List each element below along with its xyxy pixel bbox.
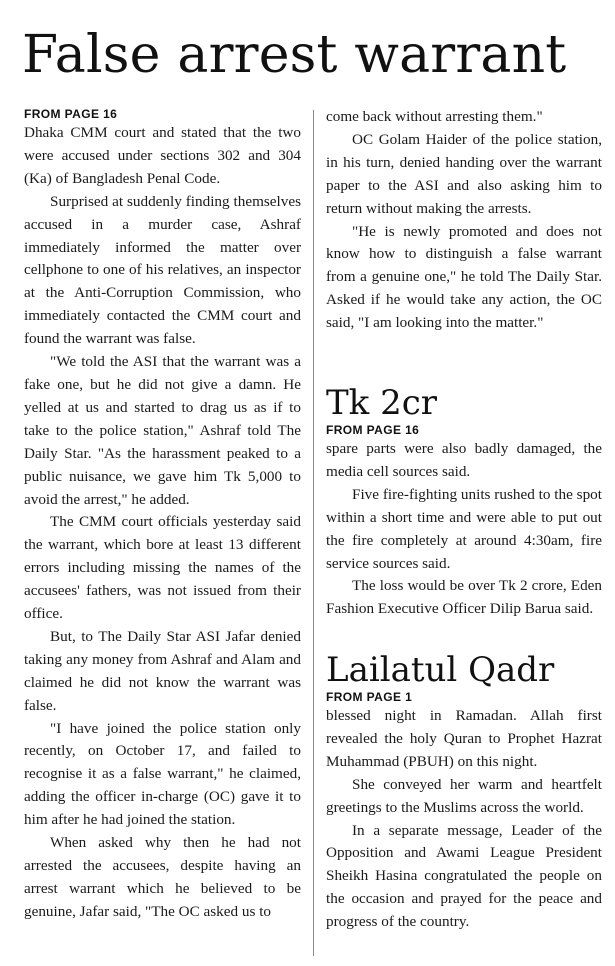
tk-2cr-title: Tk 2cr xyxy=(326,383,438,423)
tk-2cr-paragraph: spare parts were also badly damaged, the media cell sources said. xyxy=(326,440,602,480)
lailatul-qadr-paragraph: She conveyed her warm and heartfelt greetings to the Muslims across the world. xyxy=(326,775,602,816)
main-story-column-right xyxy=(326,106,602,335)
main-story-paragraph: Surprised at suddenly finding themselves accused in a murder case, Ashraf immediately informed the matter over cellphone to one of his relatives, an inspector at the Anti-Corruption Commission, who immediately contacted the CMM court and found the warrant was false. xyxy=(24,192,301,348)
tk-2cr-body xyxy=(326,422,602,621)
tk-2cr-kicker: FROM PAGE 16 xyxy=(326,423,420,437)
main-story-paragraph: "He is newly promoted and does not know how to distinguish a false warrant from a genuine one," he told The Daily Star. Asked if he would take any action, the OC said, "I am looking into the matter." xyxy=(326,222,602,332)
main-story-paragraph: come back without arresting them." xyxy=(326,108,543,125)
main-story-paragraph: "I have joined the police station only recently, on October 17, and failed to recognise it as a false warrant," he claimed, adding the officer in-charge (OC) gave it to him after he had joined the station. xyxy=(24,719,301,829)
tk-2cr-paragraph: Five fire-fighting units rushed to the spot within a short time and were able to put out the fire completely at around 4:30am, fire service sources said. xyxy=(326,485,602,572)
lailatul-qadr-story xyxy=(326,651,602,934)
main-story-column-left xyxy=(24,106,301,924)
headline: False arrest warrant xyxy=(22,25,567,85)
column-divider xyxy=(313,110,314,956)
tk-2cr-story xyxy=(326,384,602,621)
lailatul-qadr-body xyxy=(326,689,602,934)
lailatul-qadr-paragraph: blessed night in Ramadan. Allah first revealed the holy Quran to Prophet Hazrat Muhammad (PBUH) on this night. xyxy=(326,707,602,770)
main-story-paragraph: But, to The Daily Star ASI Jafar denied taking any money from Ashraf and Alam and claimed he did not know the warrant was false. xyxy=(24,627,301,714)
main-story-paragraph: OC Golam Haider of the police station, in his turn, denied handing over the warrant paper to the ASI and also asking him to return without making the arrests. xyxy=(326,130,602,217)
tk-2cr-paragraph: The loss would be over Tk 2 crore, Eden Fashion Executive Officer Dilip Barua said. xyxy=(326,577,602,618)
lailatul-qadr-kicker: FROM PAGE 1 xyxy=(326,690,413,704)
lailatul-qadr-title: Lailatul Qadr xyxy=(326,650,555,690)
main-story-paragraph: When asked why then he had not arrested the accusees, despite having an arrest warrant which he believed to be genuine, Jafar said, "The OC asked us to xyxy=(24,834,301,920)
main-story-paragraph: The CMM court officials yesterday said the warrant, which bore at least 13 different errors including missing the names of the accusees' fathers, was not issued from their office. xyxy=(24,513,301,623)
main-story-kicker: FROM PAGE 16 xyxy=(24,107,118,121)
lailatul-qadr-paragraph: In a separate message, Leader of the Opposition and Awami League President Sheikh Hasina congratulated the people on the occasion and prayed for the peace and progress of the country. xyxy=(326,821,602,931)
main-story-paragraph: "We told the ASI that the warrant was a fake one, but he did not give a damn. He yelled at us and started to drag us as if to take to the police station," Ashraf told The Daily Star. "As the harassment peaked to a public nuisance, we gave him Tk 5,000 to avoid the arrest," he added. xyxy=(24,353,301,508)
main-story-paragraph: Dhaka CMM court and stated that the two were accused under sections 302 and 304 (Ka) of Bangladesh Penal Code. xyxy=(24,124,301,187)
